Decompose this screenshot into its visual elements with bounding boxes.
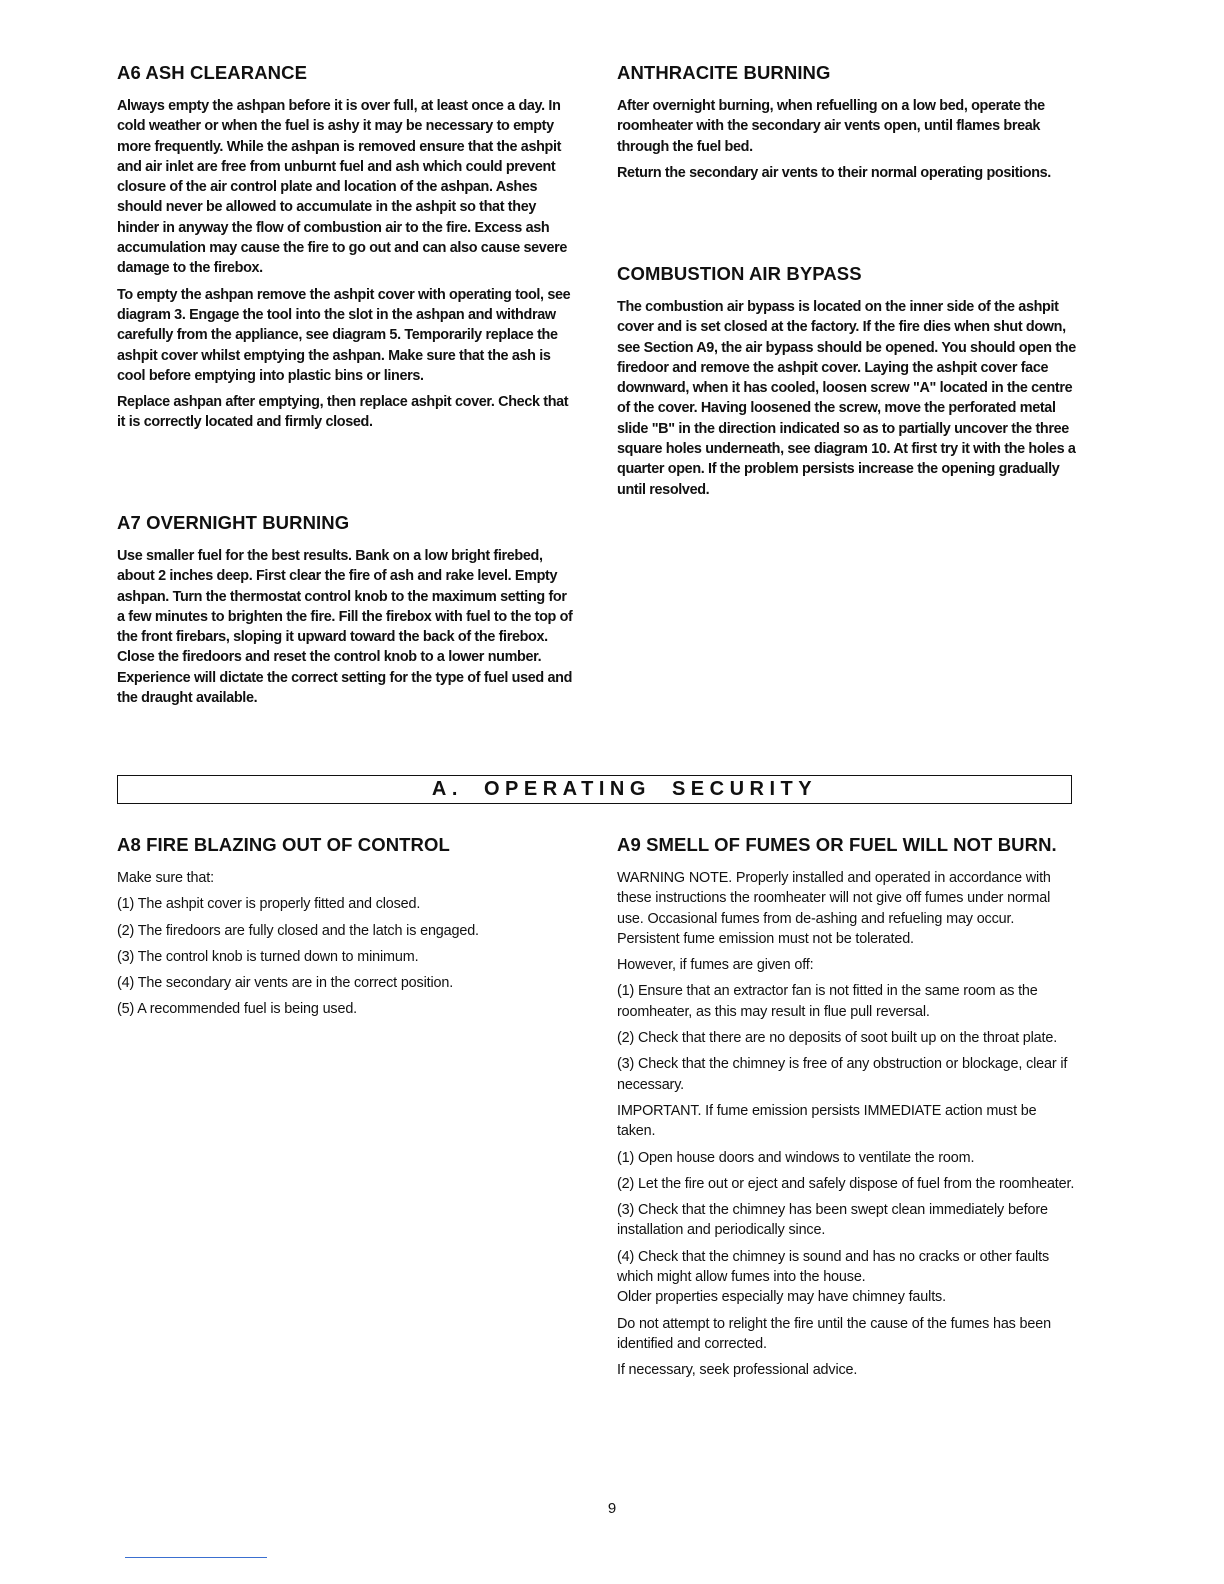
section-bypass — [617, 263, 1077, 506]
a9-paragraph: IMPORTANT. If fume emission persists IMMEDIATE action must be taken. — [617, 1102, 1037, 1140]
a9-list-item: (1) Ensure that an extractor fan is not fitted in the same room as the roomheater, as this may result in flue pull reversal. — [617, 983, 1038, 1020]
a9-paragraph: However, if fumes are given off: — [617, 957, 814, 974]
operating-security-banner — [117, 775, 1072, 804]
a9-paragraph: Older properties especially may have chimney faults. — [617, 1289, 946, 1306]
a9-list-item: (2) Let the fire out or eject and safely dispose of fuel from the roomheater. — [617, 1175, 1075, 1192]
banner-title: A. OPERATING SECURITY — [431, 778, 818, 800]
a9-paragraph: Do not attempt to relight the fire until the cause of the fumes has been identified and corrected. — [617, 1315, 1051, 1352]
a6-paragraph: To empty the ashpan remove the ashpit cover with operating tool, see diagram 3. Engage the tool into the slot in the ashpan and withdraw carefully from the appliance, see diagram 5. Temporarily replace the ashpit cover whilst emptying the ashpan. Make sure that the ash is cool before emptying into plastic bins or liners. — [117, 286, 571, 384]
a9-paragraph: WARNING NOTE. Properly installed and operated in accordance with these instructions the roomheater will not give off fumes under normal use. Occasional fumes from de-ashing and refueling may occur. Persistent fume emission must not be tolerated. — [617, 870, 1051, 947]
a7-paragraph: Use smaller fuel for the best results. Bank on a low bright firebed, about 2 inches deep. First clear the fire of ash and rake level. Empty ashpan. Turn the thermostat control knob to the maximum setting for a few minutes to brighten the fire. Fill the firebox with fuel to the top of the front firebars, sloping it upward toward the back of the firebox. Close the firedoors and reset the control knob to a lower number. — [117, 548, 573, 666]
page-number: 9 — [607, 1500, 617, 1517]
section-a8 — [117, 834, 577, 1026]
section-a9-title: A9 SMELL OF FUMES OR FUEL WILL NOT BURN. — [617, 834, 1057, 855]
a9-list-item: (2) Check that there are no deposits of soot built up on the throat plate. — [617, 1030, 1058, 1047]
a9-list-item: (4) Check that the chimney is sound and has no cracks or other faults which might allow fumes into the house. — [617, 1248, 1049, 1286]
a8-list-item: (3) The control knob is turned down to minimum. — [117, 948, 419, 965]
section-a8-title: A8 FIRE BLAZING OUT OF CONTROL — [117, 834, 450, 855]
bypass-paragraph: The combustion air bypass is located on the inner side of the ashpit cover and is set closed at the factory. If the fire dies when shut down, see Section A9, the air bypass should be opened. You should open the firedoor and remove the ashpit cover. Laying the ashpit cover face downward, when it has cooled, loosen screw "A" located in the centre of the cover. Having loosened the screw, move the perforated metal slide "B" in the direction indicated so as to partially uncover the three square holes underneath, see diagram 10. At first try it with the holes a quarter open. If the problem persists increase the opening gradually until resolved. — [617, 299, 1076, 498]
a8-list-item: (1) The ashpit cover is properly fitted and closed. — [117, 896, 421, 913]
a7-paragraph: Experience will dictate the correct setting for the type of fuel used and the draught available. — [117, 669, 573, 707]
a6-paragraph: Replace ashpan after emptying, then replace ashpit cover. Check that it is correctly located and firmly closed. — [117, 394, 569, 431]
anthracite-paragraph: Return the secondary air vents to their normal operating positions. — [617, 164, 1051, 181]
section-a7-title: A7 OVERNIGHT BURNING — [117, 512, 350, 533]
a9-list-item: (1) Open house doors and windows to ventilate the room. — [617, 1149, 975, 1166]
a8-list-item: (2) The firedoors are fully closed and the latch is engaged. — [117, 922, 479, 939]
a9-paragraph: If necessary, seek professional advice. — [617, 1362, 858, 1379]
a8-paragraph: Make sure that: — [117, 870, 214, 886]
section-a6 — [117, 62, 577, 439]
section-a6-title: A6 ASH CLEARANCE — [117, 62, 308, 83]
a8-list-item: (4) The secondary air vents are in the correct position. — [117, 975, 454, 992]
section-anthracite — [617, 62, 1077, 189]
a9-list-item: (3) Check that the chimney has been swept clean immediately before installation and periodically since. — [617, 1202, 1048, 1239]
a9-list-item: (3) Check that the chimney is free of any obstruction or blockage, clear if necessary. — [617, 1056, 1068, 1093]
section-a9 — [617, 834, 1077, 1387]
a8-list-item: (5) A recommended fuel is being used. — [117, 1001, 358, 1018]
section-a7 — [117, 512, 577, 714]
section-bypass-title: COMBUSTION AIR BYPASS — [617, 263, 862, 284]
footer-rule — [125, 1557, 267, 1558]
section-anthracite-title: ANTHRACITE BURNING — [617, 62, 831, 83]
anthracite-paragraph: After overnight burning, when refuelling on a low bed, operate the roomheater with the secondary air vents open, until flames break through the fuel bed. — [617, 98, 1045, 155]
a6-paragraph: Always empty the ashpan before it is over full, at least once a day. In cold weather or when the fuel is ashy it may be necessary to empty more frequently. While the ashpan is removed ensure that the ashpit and air inlet are free from unburnt fuel and ash which could prevent closure of the air control plate and location of the ashpan. Ashes should never be allowed to accumulate in the ashpit so that they hinder in anyway the flow of combustion air to the fire. Excess ash accumulation may cause the fire to go out and can also cause severe damage to the firebox. — [117, 98, 568, 277]
